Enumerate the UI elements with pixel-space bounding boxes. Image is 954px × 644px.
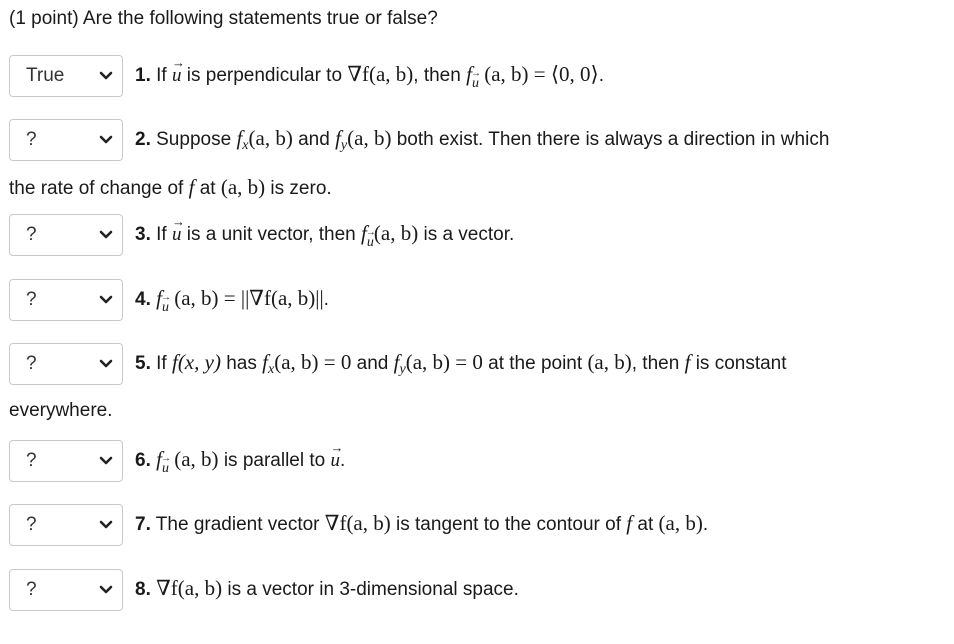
q1-text-a: If [150,65,172,87]
vector-u-sub: → u [162,457,169,481]
f-symbol: f [262,350,268,375]
q5-fy-arg: (a, b) [405,350,451,375]
answer-select-5[interactable] [9,343,123,385]
chevron-down-icon [98,582,114,598]
q6-end: . [340,450,346,472]
f-symbol: f [466,62,472,87]
chevron-down-icon [98,292,114,308]
answer-select-1[interactable] [9,55,123,97]
question-7 [9,504,949,546]
q2-fy-arg: (a, b) [347,126,392,151]
answer-select-2[interactable] [9,119,123,161]
q5-eq-zero-2: = 0 [450,350,483,375]
q1-nabla-f: ∇f(a, b) [347,62,414,87]
q7-text-c: at [632,514,659,536]
q7-text-a: The gradient vector [150,514,325,536]
answer-select-4-value: ? [26,289,37,310]
question-4 [9,279,949,321]
question-number: 5. [135,353,151,375]
q5-text-e: , then [631,353,685,375]
q1-end: . [598,65,605,87]
vector-u-sub: → u [367,231,374,255]
q2-continuation [9,175,949,201]
answer-select-4[interactable] [9,279,123,321]
q1-math-end: (a, b) = ⟨0, 0⟩ [478,62,599,87]
chevron-down-icon [98,356,114,372]
q3-arg: (a, b) [373,221,419,246]
answer-select-1-value: True [26,65,65,86]
question-number: 1. [135,65,151,87]
q4-end: . [323,289,329,311]
q2-text-b: and [292,129,336,151]
question-5 [9,343,949,423]
q5-text-d: at the point [482,353,588,375]
answer-select-3-value: ? [26,224,37,245]
q5-continuation: everywhere. [9,400,113,421]
answer-select-8[interactable] [9,569,123,611]
question-2 [9,119,949,201]
answer-select-7-value: ? [26,514,37,535]
question-1 [9,55,949,97]
q3-text-c: is a vector. [418,224,515,246]
question-number: 3. [135,224,151,246]
question-6 [9,440,949,482]
chevron-down-icon [98,68,114,84]
q7-end: . [702,514,709,536]
answer-select-5-value: ? [26,353,37,374]
q2-text-c: both exist. Then there is always a direction in which [391,129,830,151]
subscript-y: y [399,362,406,378]
q8-text-b: is a vector in 3-dimensional space. [222,579,519,601]
vector-u: → u [172,223,182,247]
subscript-x: x [242,138,249,154]
f-symbol: f [393,350,400,375]
f-symbol: f [236,126,243,151]
q5-text-b: has [220,353,263,375]
q7-point: (a, b) [658,511,703,536]
chevron-down-icon [98,517,114,533]
q3-text-a: If [150,224,172,246]
question-8 [9,569,949,611]
question-number: 2. [135,129,151,151]
q7-text-b: is tangent to the contour of [390,514,627,536]
f-symbol: f [188,175,195,199]
chevron-down-icon [98,227,114,243]
q7-nabla-f: ∇f(a, b) [324,511,391,536]
question-number: 8. [135,579,151,601]
vector-u-sub: → u [162,296,169,320]
question-number: 4. [135,289,151,311]
answer-select-6-value: ? [26,450,37,471]
q2-point: (a, b) [220,175,266,199]
q5-point: (a, b) [587,350,632,375]
q2-text-e: at [194,178,221,199]
q2-text-d: the rate of change of [9,178,189,199]
vector-u-sub: → u [472,72,479,96]
question-number: 7. [135,514,151,536]
q5-eq-zero-1: = 0 [318,350,352,375]
q2-text-a: Suppose [150,129,237,151]
subscript-y: y [340,138,348,154]
vector-u: → u [331,449,341,473]
q1-text-c: , then [413,65,467,87]
q5-text-c: and [351,353,394,375]
question-number: 6. [135,450,151,472]
answer-select-2-value: ? [26,129,37,150]
q5-text-a: If [150,353,172,375]
q5-fx-arg: (a, b) [274,350,319,375]
f-symbol: f [361,221,367,246]
f-symbol: f [626,511,633,536]
answer-select-8-value: ? [26,579,37,600]
problem-header: (1 point) Are the following statements true or false? [9,8,438,29]
q3-text-b: is a unit vector, then [181,224,362,246]
f-symbol: f [684,350,691,375]
q2-fx-arg: (a, b) [248,126,293,151]
answer-select-6[interactable] [9,440,123,482]
chevron-down-icon [98,132,114,148]
question-3 [9,214,949,256]
f-symbol: f [156,286,162,311]
q6-arg: (a, b) [168,447,219,472]
q6-text-b: is parallel to [218,450,331,472]
answer-select-3[interactable] [9,214,123,256]
q1-text-b: is perpendicular to [181,65,348,87]
q4-rhs: (a, b) = ||∇f(a, b)|| [168,286,324,311]
q5-fxy: f(x, y) [171,350,221,375]
f-symbol: f [335,126,341,151]
q5-text-f: is constant [690,353,787,375]
vector-u: → u [172,64,182,88]
q8-nabla-f: ∇f(a, b) [156,576,223,601]
subscript-x: x [268,362,275,378]
chevron-down-icon [98,453,114,469]
answer-select-7[interactable] [9,504,123,546]
f-symbol: f [156,447,162,472]
q2-text-f: is zero. [265,178,332,199]
